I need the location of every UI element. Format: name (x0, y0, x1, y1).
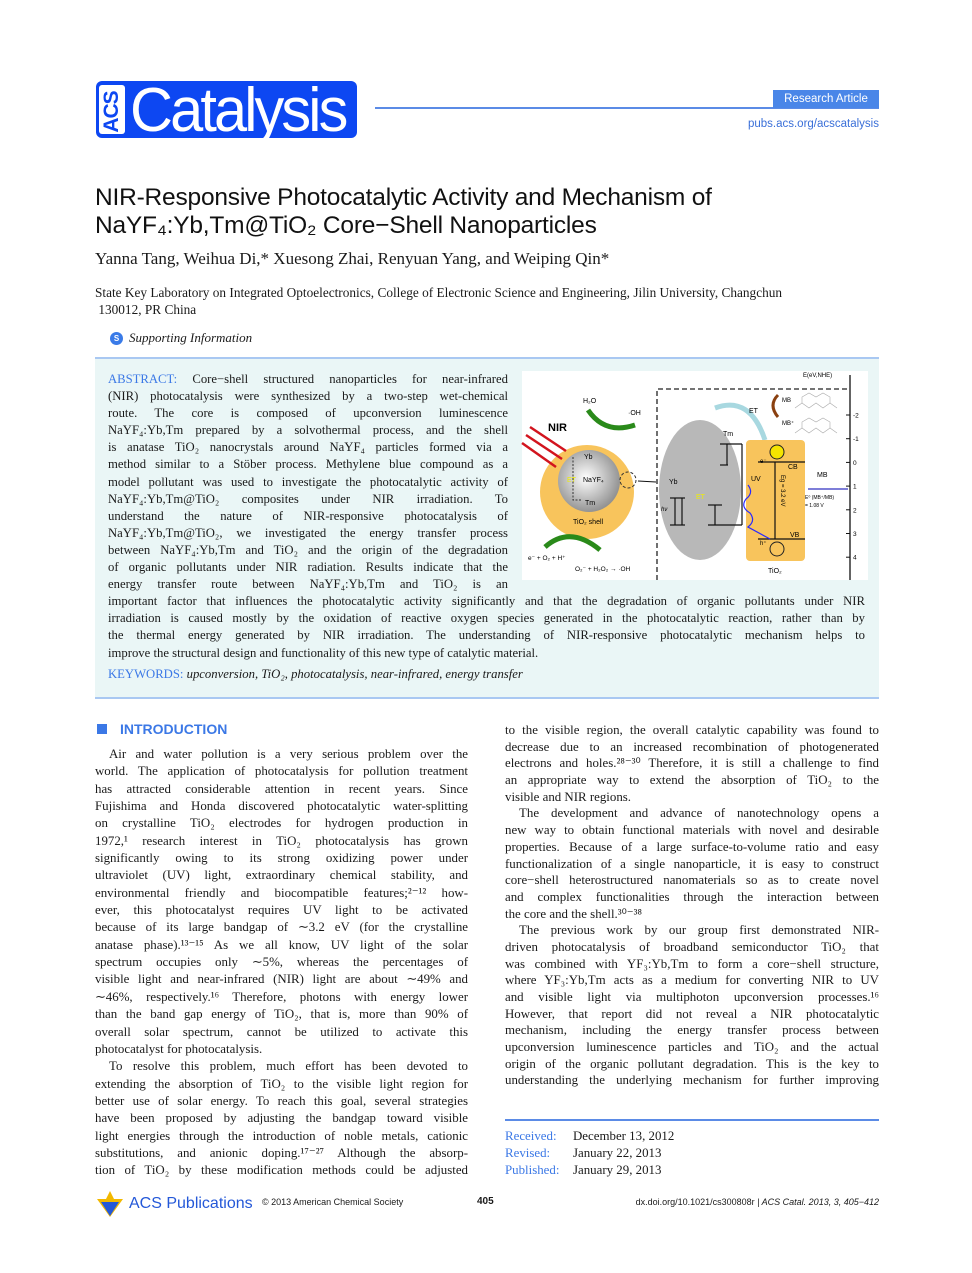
supporting-info-icon: S (110, 332, 123, 345)
section-marker-icon (97, 724, 107, 734)
abstract-line (108, 474, 508, 491)
body-text-line: environmental friendly and biocompatible features;²⁻¹² how- (95, 885, 468, 900)
body-text-line: photocatalyst for photocatalysis. (95, 1041, 263, 1056)
abstract-line-text: understand the nature of NIR-responsive photocatalysis of (108, 508, 508, 523)
logo-journal-name: Catalysis (130, 76, 346, 145)
body-text-line: and complex functionalities through the interaction between (505, 889, 879, 904)
oh-label: ·OH (628, 410, 641, 417)
article-type-badge: Research Article (773, 90, 879, 108)
h2o-label: H₂O (583, 398, 597, 405)
publisher-name: ACS Publications (129, 1195, 253, 1212)
supporting-info-label: Supporting Information (129, 330, 253, 345)
doi-citation (636, 1197, 879, 1207)
body-text-line: than the band gap energy of TiO₂, that is, more than 90% of (95, 1007, 468, 1022)
abstract-line (108, 371, 508, 388)
energy-axis-title: E(eV,NHE) (803, 373, 833, 379)
keywords (108, 667, 523, 682)
body-text-line: visible and NIR regions. (505, 789, 632, 804)
date-label: Published: (505, 1163, 560, 1178)
abstract-line-text: important factor that influences the photocatalytic activity significantly and that the degradation of organic pollutants under NIR (108, 594, 865, 609)
body-text-line: better use of solar energy. To reach this goal, several strategies (95, 1093, 468, 1108)
abstract-line (108, 645, 865, 662)
body-text-line: on crystalline TiO₂ electrodes for hydrogen production in (95, 816, 468, 831)
abstract-line-text: route. The core is composed of upconversion luminescence (108, 406, 508, 421)
dates-rule (505, 1119, 879, 1121)
cb-label: CB (788, 464, 798, 471)
body-text-line: where YF₃:Yb,Tm acts as a medium for converting NIR to UV (505, 973, 879, 988)
abstract-line-text: method similar to a Stöber process. Methylene blue compound as a (108, 457, 508, 472)
body-text-line: world. The application of photocatalysis for pollution treatment (95, 764, 468, 779)
affiliation-line-2: 130012, PR China (95, 302, 197, 317)
keywords-list: upconversion, TiO₂, photocatalysis, near-infrared, energy transfer (186, 667, 523, 681)
citation: | ACS Catal. 2013, 3, 405−412 (754, 1197, 879, 1207)
core-yb-label: Yb (584, 454, 593, 461)
shell-label: TiO₂ shell (573, 519, 604, 526)
affiliation (95, 284, 875, 318)
journal-site-link[interactable]: pubs.acs.org/acscatalysis (747, 118, 879, 130)
title-line-1: NIR-Responsive Photocatalytic Activity and Mechanism of (95, 184, 712, 211)
date-label: Revised: (505, 1146, 551, 1161)
body-text-line: core−shell heterostructured nanomaterials so as to create novel (505, 873, 879, 888)
axis-tick-label: 2 (853, 507, 857, 515)
abstract-line-text: model pollutant was used to investigate the photocatalytic activity of (108, 474, 508, 489)
axis-tick-label: 4 (853, 554, 857, 562)
abstract-line (108, 627, 865, 644)
abstract-line-text: NaYF₄:Yb,Tm prepared by a solvothermal process, and the shell (108, 423, 508, 438)
reaction-2: O₂⁻ + H₂O₂ → ·OH (575, 566, 631, 573)
axis-tick-label: 3 (853, 531, 857, 538)
body-text-line: properties. Because of a large surface-to-volume ratio and easy (505, 839, 879, 854)
abstract-label: ABSTRACT: (108, 372, 178, 386)
body-text-line: has attracted considerable attention in recent years. Since (95, 781, 468, 796)
tio2-label: TiO₂ (768, 568, 782, 575)
et-yellow-label: ET (696, 494, 705, 501)
body-text-line: have been proposed by adjusting the bandgap toward visible (95, 1111, 468, 1126)
abstract-line-text: irradiation is caused mostly by the oxidation of reactive oxygen species generated in the photocatalytic reaction, rather than by (108, 611, 865, 626)
body-text-line: understanding the underlying mechanism for further improving (505, 1073, 879, 1088)
body-text-line: visible light and near-infrared (NIR) light are about ∼49% and (95, 972, 468, 987)
body-text-line: tion of TiO₂ by these modification methods could be adjusted (95, 1163, 468, 1178)
body-text-line: substitutions, and anionic doping.¹⁷⁻²⁷ Although the absorp- (95, 1145, 468, 1160)
abstract-line-text: improve the structural design and functionality of this new type of catalytic material. (108, 645, 539, 660)
body-text-line: extending the absorption of TiO₂ to the visible light region for (95, 1076, 468, 1091)
abstract-text (108, 371, 508, 593)
axis-tick-label: 1 (853, 483, 857, 491)
vb-label: VB (790, 532, 800, 539)
abstract-line (108, 388, 508, 405)
logo-acs-text: ACS (100, 91, 123, 133)
supporting-information-link[interactable] (110, 330, 252, 346)
body-text-line: ∼46%, respectively.¹⁶ Therefore, photons with energy lower (95, 989, 468, 1004)
body-text-line: was combined with YF₃:Yb,Tm to form a core−shell structure, (505, 956, 879, 971)
body-text-line: significantly owing to its strong oxidizing power under (95, 851, 468, 866)
body-text-line: To resolve this problem, much effort has been devoted to (109, 1059, 468, 1074)
e0-value: = 1.08 V (805, 503, 824, 509)
toc-graphic (520, 365, 870, 580)
body-text-line: decrease due to an increased recombination of photogenerated (505, 739, 879, 754)
body-text-line: light energies through the introduction of noble metals, cationic (95, 1128, 468, 1143)
body-text-line: ultraviolet (UV) light, extraordinary chemical stability, and (95, 868, 468, 883)
abstract-line-text: between NaYF₄:Yb,Tm and TiO₂ and the origin of the degradation (108, 542, 508, 557)
abstract-line-text: NaYF₄:Yb,Tm@TiO₂, we investigated the energy transfer process (108, 525, 508, 540)
body-column-right (505, 722, 879, 1089)
body-text-line: origin of the organic pollutant degradation. This is the key to (505, 1056, 879, 1071)
abstract-line (108, 439, 508, 456)
body-text-line: spectrum occupies only ∼5%, whereas the percentages of (95, 955, 468, 970)
abstract-line (108, 542, 508, 559)
body-column-left (95, 746, 468, 1180)
acs-eagle-icon (95, 1190, 125, 1218)
tm-label: Tm (723, 431, 734, 438)
abstract-line (108, 491, 508, 508)
body-text-line: the core and the shell.³⁰⁻³⁸ (505, 906, 642, 921)
mb-top-label: MB (782, 398, 791, 404)
abstract-line (108, 610, 865, 627)
uv-label: UV (751, 476, 761, 483)
body-text-line: functionalization of a single nanoparticle, it is easy to construct (505, 856, 879, 871)
mb-plus-label: MB⁺ (782, 421, 795, 427)
e0-label: E⁰ (MB⁺/MB) (805, 495, 835, 501)
core-tm-label: Tm (585, 500, 596, 507)
abstract-line-text: Core−shell structured nanoparticles for near-infrared (192, 372, 508, 386)
body-text-line: upconversion luminescence particles and TiO₂ and the actual (505, 1040, 879, 1055)
bandgap-label: Eg = 3.2 eV (779, 475, 785, 507)
body-text-line: because of its large bandgap of ∼3.2 eV (for the crystalline (95, 920, 468, 935)
date-value: January 29, 2013 (573, 1163, 662, 1178)
mb-level-label: MB (817, 472, 828, 479)
electron-icon (770, 445, 784, 459)
body-text-line: However, that report did not reveal a NIR photocatalytic (505, 1006, 879, 1021)
date-row (505, 1145, 674, 1162)
copyright: © 2013 American Chemical Society (262, 1197, 404, 1207)
abstract-line (108, 593, 865, 610)
body-text-line: to the visible region, the overall catalytic capability was found to (505, 723, 879, 737)
abstract-line (108, 576, 508, 593)
date-row (505, 1128, 674, 1145)
title-line-2: NaYF₄:Yb,Tm@TiO₂ Core−Shell Nanoparticles (95, 212, 597, 239)
body-text-line: The development and advance of nanotechnology opens a (519, 806, 879, 821)
nayf4-label: NaYF₄ (583, 477, 604, 484)
axis-tick-label: -1 (853, 436, 859, 444)
abstract-line (108, 559, 508, 576)
body-text-line: mechanism, including the energy transfer process between (505, 1023, 879, 1038)
body-text-line: Fujishima and Honda discovered photocatalytic water-splitting (95, 799, 468, 814)
abstract-line-text: of organic pollutants under NIR radiation. Results indicate that the (108, 560, 508, 575)
reaction-1: e⁻ + O₂ + H⁺ (528, 555, 566, 562)
et-transfer-label: ET (749, 408, 758, 415)
abstract-line-text: energy transfer route between NaYF₄:Yb,Tm and TiO₂ is an (108, 577, 508, 592)
logo-acs-box (99, 85, 125, 134)
body-text-line: Air and water pollution is a very serious problem over the (109, 747, 468, 761)
body-text-line: new way to obtain functional materials with novel and desirable (505, 823, 879, 838)
abstract-line-text: the thermal energy generated by NIR irradiation. The understanding of NIR-responsive photocatalytic mechanism helps to (108, 628, 865, 643)
date-value: January 22, 2013 (573, 1146, 662, 1161)
abstract-line (108, 508, 508, 525)
body-text-line: and visible light via multiphoton upconversion processes.¹⁶ (505, 990, 879, 1004)
abstract-line-text: (NIR) photocatalysis were synthesized by a two-step wet-chemical (108, 389, 508, 404)
body-text-line: ever, this photocatalyst requires UV light to be activated (95, 903, 468, 918)
body-text-line: driven photocatalysis of broadband semiconductor TiO₂ that (505, 939, 879, 954)
abstract-line (108, 422, 508, 439)
hole-label: h⁺ (760, 541, 767, 547)
abstract-line (108, 456, 508, 473)
date-label: Received: (505, 1129, 557, 1143)
doi-link[interactable]: dx.doi.org/10.1021/cs300808r (635, 1197, 755, 1207)
body-text-line: an appropriate way to extend the absorption of TiO₂ to the (505, 773, 879, 788)
abstract-line (108, 525, 508, 542)
electron-label: e⁻ (760, 459, 767, 465)
core-et-label: ET (567, 477, 576, 484)
axis-tick-label: -2 (853, 412, 859, 420)
body-text-line: 1972,¹ research interest in TiO₂ photocatalysis has grown (95, 833, 468, 848)
abstract-line-text: NaYF₄:Yb,Tm@TiO₂ composites under NIR irradiation. To (108, 491, 508, 506)
abstract-line-text: is anatase TiO₂ nanocrystals around NaYF₄ particles formed via a (108, 440, 508, 455)
body-text-line: anatase phase).¹³⁻¹⁵ As we all know, UV light of the solar (95, 937, 468, 952)
nir-label: NIR (548, 422, 567, 434)
date-row (505, 1162, 674, 1179)
body-text-line: electrons and holes.²⁸⁻³⁰ Therefore, it is still a challenge to find (505, 756, 879, 771)
publication-dates (505, 1128, 674, 1180)
body-text-line: overall solar spectrum, cannot be utilized to activate this (95, 1024, 468, 1039)
upconversion-ellipse (659, 420, 741, 560)
abstract-line (108, 405, 508, 422)
keywords-label: KEYWORDS: (108, 667, 184, 681)
abstract-text-wide (108, 593, 865, 661)
hv-label: hν (661, 507, 668, 513)
page-number: 405 (477, 1196, 494, 1207)
journal-logo[interactable] (96, 76, 357, 145)
yb-label: Yb (669, 479, 678, 486)
introduction-heading-text: INTRODUCTION (120, 721, 228, 737)
article-title (95, 184, 712, 240)
acs-publications-logo[interactable] (95, 1190, 253, 1218)
axis-tick-label: 0 (853, 459, 857, 467)
body-text-line: The previous work by our group first demonstrated NIR- (519, 923, 879, 938)
authors: Yanna Tang, Weihua Di,* Xuesong Zhai, Renyuan Yang, and Weiping Qin* (95, 249, 610, 268)
date-value: December 13, 2012 (573, 1129, 675, 1143)
introduction-heading (97, 721, 227, 737)
affiliation-line-1: State Key Laboratory on Integrated Optoelectronics, College of Electronic Science and Engineering, Jilin University, Changchun (95, 285, 783, 300)
